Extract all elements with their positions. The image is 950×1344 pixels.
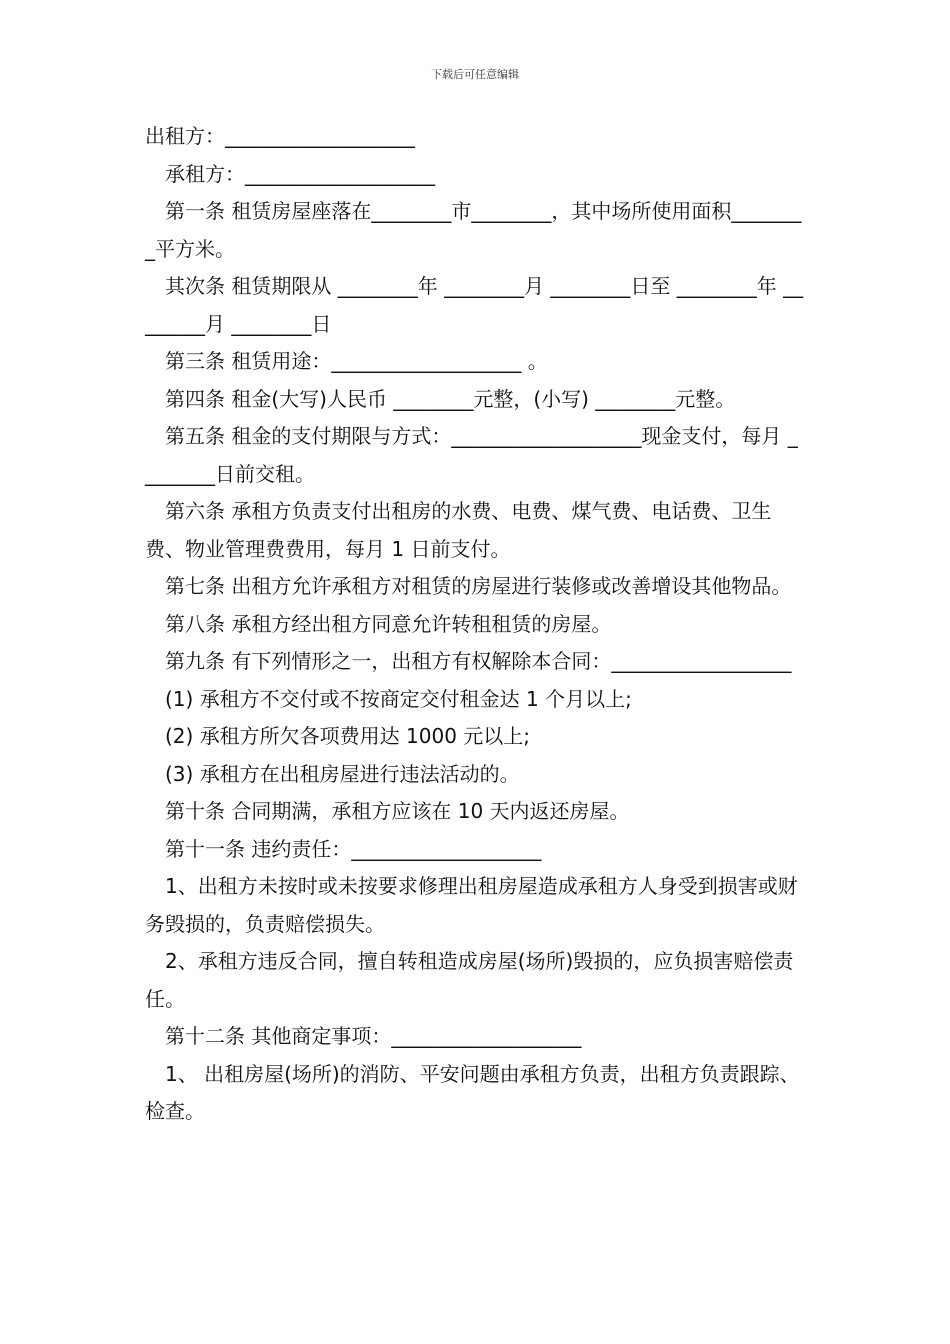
clause-lessee: 承租方：___________________ [165,161,435,186]
clause-11-item-2: 2、承租方违反合同，擅自转租造成房屋(场所)毁损的，应负损害赔偿责任。 [145,949,794,1011]
clause-10-return: 第十条 合同期满，承租方应该在 10 天内返还房屋。 [165,799,630,823]
contract-body [145,118,807,1131]
clause-11-liability: 第十一条 违约责任：___________________ [165,836,542,861]
clause-2-term: 其次条 租赁期限从 ________年 ________月 ________日至 ________年 ________月 ________日 [145,274,804,336]
page-header-note: 下载后可任意编辑 [431,68,519,81]
clause-9-termination: 第九条 有下列情形之一，出租方有权解除本合同：__________________ [165,649,792,673]
clause-9-item-3: (3) 承租方在出租房屋进行违法活动的。 [165,761,520,786]
clause-3-purpose: 第三条 租赁用途：___________________ 。 [165,349,548,373]
clause-12-item-1: 1、 出租房屋(场所)的消防、平安问题由承租方负责，出租方负责跟踪、检查。 [145,1061,800,1123]
clause-11-item-1: 1、出租方未按时或未按要求修理出租房屋造成承租方人身受到损害或财务毁损的，负责赔偿损失。 [145,874,798,936]
clause-12-other: 第十二条 其他商定事项：___________________ [165,1024,582,1048]
clause-5-payment: 第五条 租金的支付期限与方式：___________________现金支付，每月 ________日前交租。 [145,424,798,486]
clause-9-item-2: (2) 承租方所欠各项费用达 1000 元以上; [165,724,531,748]
clause-8-sublet: 第八条 承租方经出租方同意允许转租租赁的房屋。 [165,611,612,636]
clause-7-renovation: 第七条 出租方允许承租方对租赁的房屋进行装修或改善增设其他物品。 [165,574,792,598]
clause-lessor: 出租方：___________________ [145,124,415,148]
clause-4-rent: 第四条 租金(大写)人民币 ________元整，(小写) ________元整。 [165,386,736,411]
clause-9-item-1: (1) 承租方不交付或不按商定交付租金达 1 个月以上; [165,686,632,711]
clause-6-fees: 第六条 承租方负责支付出租房的水费、电费、煤气费、电话费、卫生费、物业管理费费用，每月 1 日前支付。 [145,499,772,561]
clause-1-location: 第一条 租赁房屋座落在________市________，其中场所使用面积________平方米。 [145,199,802,261]
